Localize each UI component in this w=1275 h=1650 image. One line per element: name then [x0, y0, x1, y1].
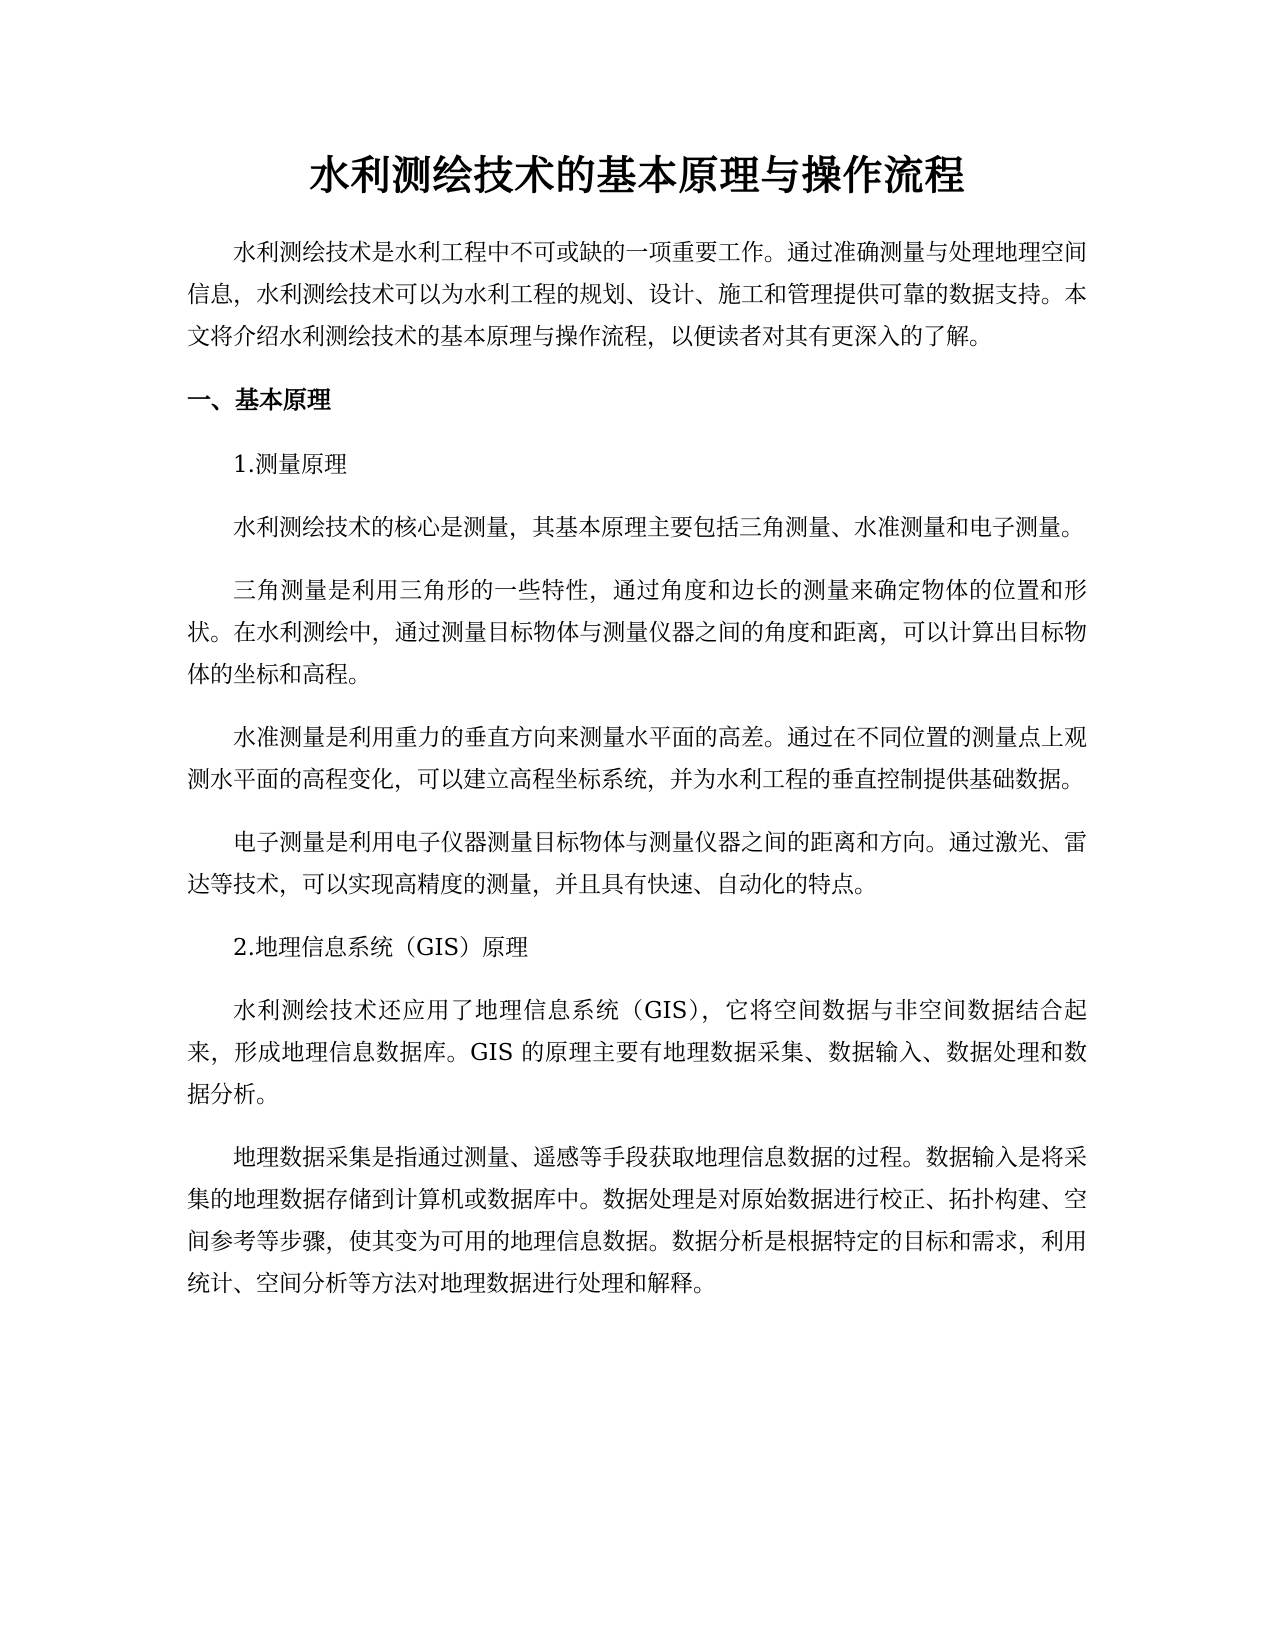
subsection-heading-gis-principle: 2.地理信息系统（GIS）原理	[233, 935, 529, 961]
subsection-heading-measurement-principle: 1.测量原理	[233, 452, 347, 478]
paragraph-measurement-overview: 水利测绘技术的核心是测量，其基本原理主要包括三角测量、水准测量和电子测量。	[233, 515, 1084, 541]
section-heading-basic-principles: 一、基本原理	[187, 386, 331, 414]
paragraph-gis-overview: 水利测绘技术还应用了地理信息系统（GIS），它将空间数据与非空间数据结合起来，形成地理信息数据库。GIS 的原理主要有地理数据采集、数据输入、数据处理和数据分析。	[187, 998, 1087, 1108]
document-body	[187, 232, 1087, 1326]
paragraph-electronic-measurement: 电子测量是利用电子仪器测量目标物体与测量仪器之间的距离和方向。通过激光、雷达等技术，可以实现高精度的测量，并且具有快速、自动化的特点。	[187, 830, 1087, 898]
paragraph-gis-process: 地理数据采集是指通过测量、遥感等手段获取地理信息数据的过程。数据输入是将采集的地理数据存储到计算机或数据库中。数据处理是对原始数据进行校正、拓扑构建、空间参考等步骤，使其变为可用的地理信息数据。数据分析是根据特定的目标和需求，利用统计、空间分析等方法对地理数据进行处理和解释。	[187, 1145, 1087, 1297]
intro-paragraph: 水利测绘技术是水利工程中不可或缺的一项重要工作。通过准确测量与处理地理空间信息，水利测绘技术可以为水利工程的规划、设计、施工和管理提供可靠的数据支持。本文将介绍水利测绘技术的基本原理与操作流程，以便读者对其有更深入的了解。	[187, 240, 1087, 350]
paragraph-triangulation: 三角测量是利用三角形的一些特性，通过角度和边长的测量来确定物体的位置和形状。在水利测绘中，通过测量目标物体与测量仪器之间的角度和距离，可以计算出目标物体的坐标和高程。	[187, 578, 1087, 688]
document-title: 水利测绘技术的基本原理与操作流程	[309, 153, 966, 199]
paragraph-leveling: 水准测量是利用重力的垂直方向来测量水平面的高差。通过在不同位置的测量点上观测水平面的高程变化，可以建立高程坐标系统，并为水利工程的垂直控制提供基础数据。	[187, 725, 1087, 793]
